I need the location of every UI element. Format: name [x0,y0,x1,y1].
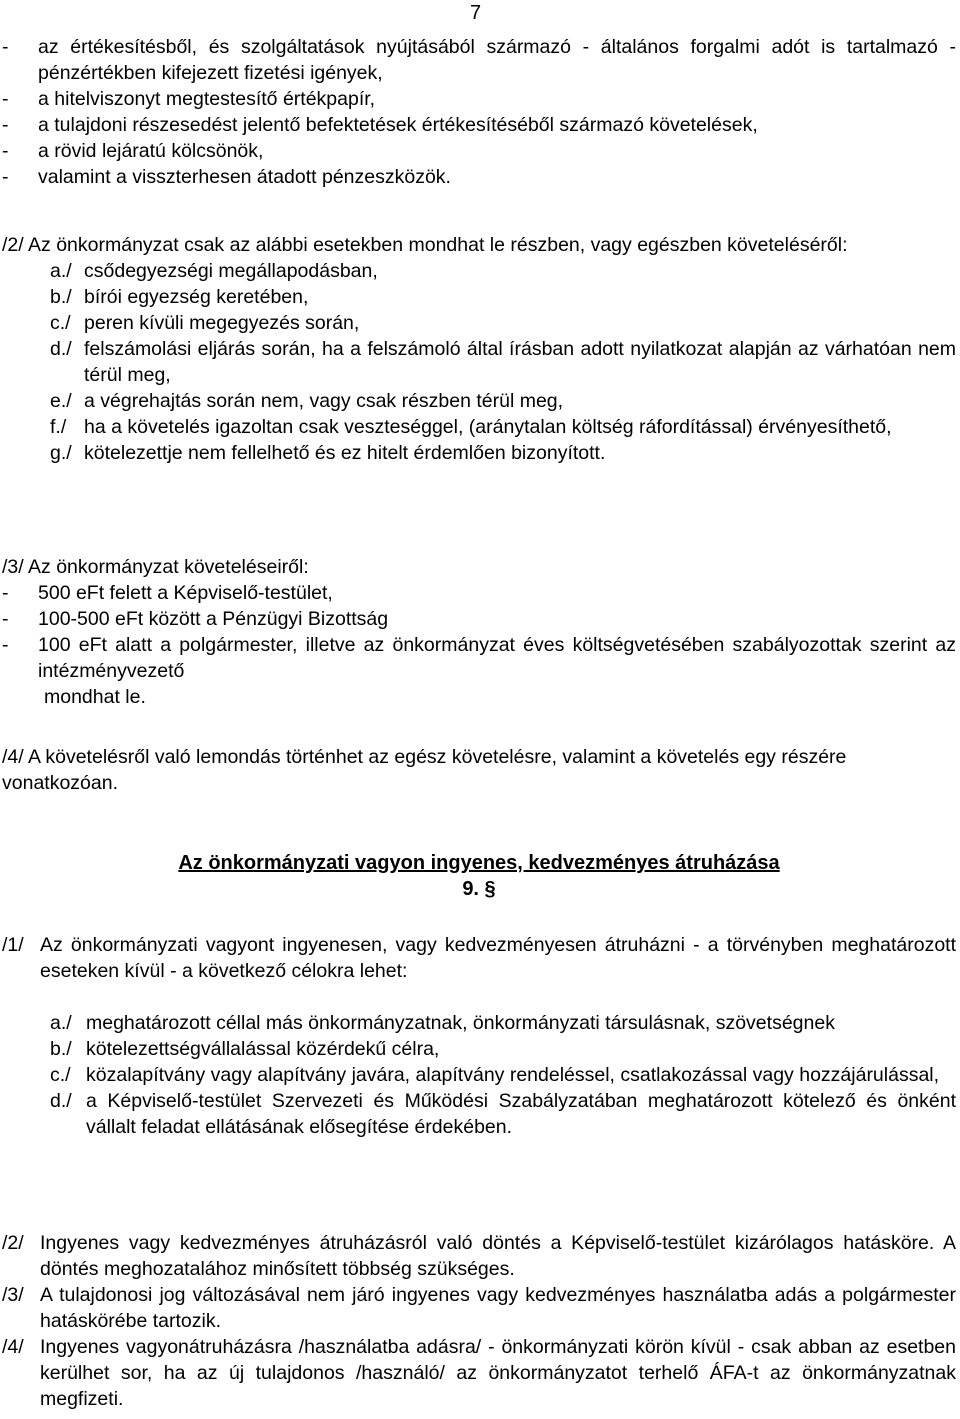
section-number: 9. § [462,878,496,900]
section-heading [2,850,956,902]
list-item: - az értékesítésből, és szolgáltatások nyújtásából származó - általános forgalmi adót is tartalmazó - pénzértékben kifejezett fizetési igények, [2,36,956,84]
list-item: f./ ha a követelés igazoltan csak veszteséggel, (aránytalan költség ráfordítással) érvényesíthető, [50,416,892,438]
list-item: a./ meghatározott céllal más önkormányzatnak, önkormányzati társulásnak, szövetségnek [50,1012,835,1034]
section-paragraphs-rest [2,1230,956,1412]
list-item: - 500 eFt felett a Képviselő-testület, [2,582,333,604]
list-item: c./ közalapítvány vagy alapítvány javára, alapítvány rendeléssel, csatlakozással vagy hozzájárulással, [50,1064,940,1086]
paragraph-lead: /3/ Az önkormányzat követeléseiről: [2,556,309,578]
list-item: - valamint a visszterhesen átadott pénzeszközök. [2,166,451,188]
list-item: d./ felszámolási eljárás során, ha a felszámoló által írásban adott nyilatkozat alapján az várhatóan nem térül meg, [50,338,956,386]
paragraph-3 [2,554,956,710]
list-item: d./ a Képviselő-testület Szervezeti és Működési Szabályzatában meghatározott kötelező és önként vállalt feladat ellátásának elősegítése érdekében. [50,1090,956,1138]
paragraph-2 [2,232,956,466]
list-item: e./ a végrehajtás során nem, vagy csak részben térül meg, [50,390,564,412]
section-paragraph-1: /1/ Az önkormányzati vagyont ingyenesen, vagy kedvezményesen átruházni - a törvényben meghatározott eseteken kívül - a következő célokra lehet: a./ meghatározott céllal más önkormányzatnak, önkormányzati társulásnak, szövetségnek b./ kötelezettségvállalással közérdekű célra, c./ közalapítvány vagy alapítvány javára, alapítvány rendeléssel, csatlakozással vagy hozzájárulással, d./ a Képviselő-testület Szervezeti és Működési Szabályzatában meghatározott kötelező és önként vállalt feladat ellátásának elősegítése érdekében. [2,934,956,1138]
list-item: a./ csődegyezségi megállapodásban, [50,260,378,282]
list-item: - 100 eFt alatt a polgármester, illetve az önkormányzat éves költségvetésében szabályozottak szerint az intézményvezető [2,634,956,682]
list-item: b./ kötelezettségvállalással közérdekű célra, [50,1038,440,1060]
list-item: - a rövid lejáratú kölcsönök, [2,140,264,162]
list-item: - a hitelviszonyt megtestesítő értékpapír, [2,88,376,110]
section-paragraph-2: /2/ Ingyenes vagy kedvezményes átruházásról való döntés a Képviselő-testület kizárólagos hatásköre. A döntés meghozatalához minősített többség szükséges. [2,1232,956,1280]
list-item: g./ kötelezettje nem fellelhető és ez hitelt érdemlően bizonyított. [50,442,606,464]
receivables-list [2,34,956,190]
section-paragraph-4: /4/ Ingyenes vagyonátruházásra /használatba adásra/ - önkormányzati körön kívül - csak abban az esetben kerülhet sor, ha az új tulajdonos /használó/ az önkormányzatot terhelő ÁFA-t az önkormányzatnak megfizeti. [2,1336,956,1410]
paragraph-tail: mondhat le. [44,686,146,708]
section-paragraph-3: /3/ A tulajdonosi jog változásával nem járó ingyenes vagy kedvezményes használatba adás a polgármester hatáskörébe tartozik. [2,1284,956,1332]
list-item: b./ bírói egyezség keretében, [50,286,309,308]
list-item: - a tulajdoni részesedést jelentő befektetések értékesítéséből származó követelések, [2,114,758,136]
paragraph-4: /4/ A követelésről való lemondás történhet az egész követelésre, valamint a követelés egy részére vonatkozóan. [2,746,847,794]
list-item: c./ peren kívüli megegyezés során, [50,312,360,334]
list-item: - 100-500 eFt között a Pénzügyi Bizottság [2,608,389,630]
paragraph-lead: /2/ Az önkormányzat csak az alábbi esetekben mondhat le részben, vagy egészben követeléséről: [2,234,848,256]
section-title: Az önkormányzati vagyon ingyenes, kedvezményes átruházása [178,852,780,874]
page-number: 7 [470,2,482,24]
